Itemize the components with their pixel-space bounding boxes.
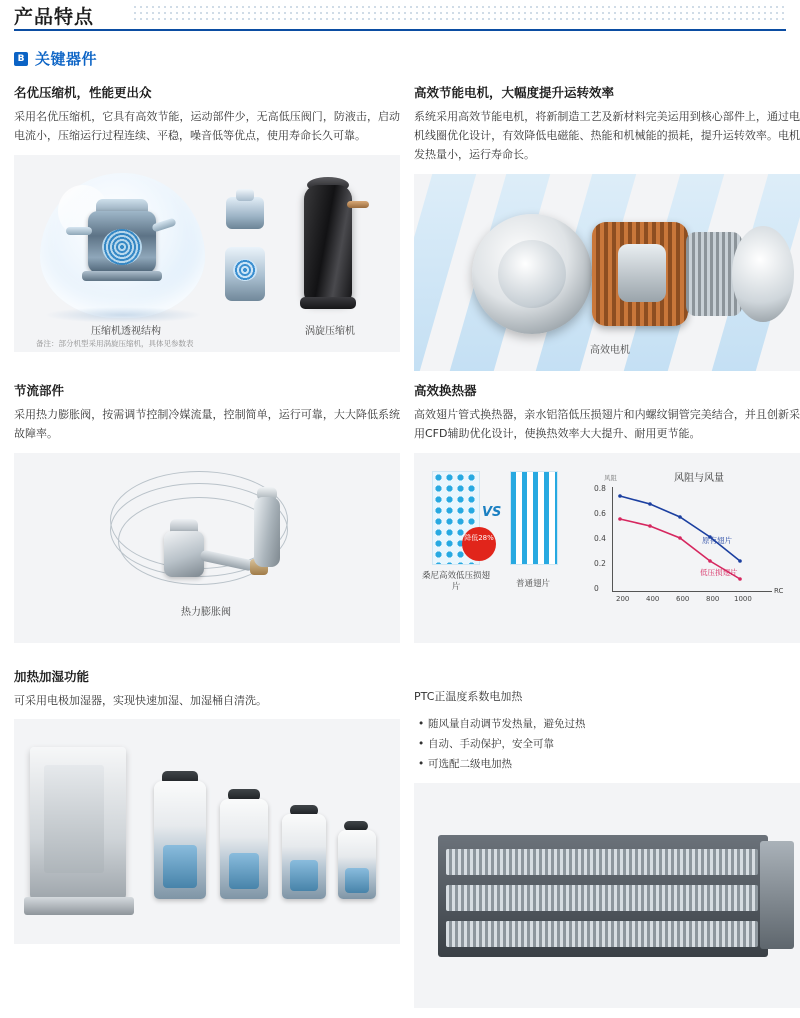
valve-body	[164, 531, 204, 577]
throttle-body: 采用热力膨胀阀，按需调节控制冷媒流量，控制简单，运行可靠，大大降低系统故障率。	[14, 407, 400, 440]
chart-ytick-1: 0.2	[594, 558, 606, 568]
chart-xtick-3: 800	[706, 594, 720, 603]
exchanger-title: 高效换热器	[414, 382, 477, 398]
humidifier-tank-2	[220, 799, 268, 899]
ptc-figure	[414, 783, 800, 1008]
chart-ytick-3: 0.6	[594, 508, 606, 518]
block-exchanger	[414, 381, 800, 643]
chart-ytick-4: 0.8	[594, 483, 606, 493]
valve-tube	[254, 497, 280, 567]
throttle-title: 节流部件	[14, 382, 65, 398]
compressor-body: 采用名优压缩机，它具有高效节能，运动部件少，无高低压阀门，防液击，启动电流小，压缩运行过程连续、平稳，噪音低等优点，使用寿命长久可靠。	[14, 110, 400, 142]
section-heading	[14, 48, 786, 69]
block-humidifier	[14, 653, 400, 1008]
wind-resistance-chart	[584, 467, 790, 623]
chart-title: 风阻与风量	[674, 472, 724, 484]
humidifier-title: 加热加湿功能	[14, 668, 90, 684]
ptc-heater-row-3	[446, 921, 758, 947]
page-header	[14, 2, 786, 36]
exchanger-figure	[414, 453, 800, 643]
humidifier-cabinet-base	[24, 897, 134, 915]
throttle-figure	[14, 453, 400, 643]
section-title: 关键器件	[35, 50, 98, 68]
chart-xlabel: RC	[774, 586, 784, 595]
humidifier-cabinet	[30, 747, 126, 899]
document-page	[0, 2, 800, 983]
compressor-note: 备注：部分机型采用涡旋压缩机，具体见参数表	[36, 338, 194, 348]
chart-series-svg	[584, 467, 790, 623]
dome-shadow	[44, 307, 202, 323]
block-throttle	[14, 381, 400, 643]
motor-caption: 高效电机	[590, 344, 630, 356]
throttle-caption: 热力膨胀阀	[181, 606, 231, 618]
exchanger-label-left: 桑尼高效低压损翅片	[422, 570, 491, 592]
list-item: • 可选配二级电加热	[418, 754, 800, 774]
ptc-heater-row-1	[446, 849, 758, 875]
content-grid	[14, 83, 800, 1018]
exchanger-body: 高效翅片管式换热器，亲水铝箔低压损翅片和内螺纹铜管完美结合，并且创新采用CFD辅助优化设计，使换热效率大大提升、耐用更节能。	[414, 407, 800, 440]
motor-figure	[414, 174, 800, 371]
compressor-part-lower	[225, 247, 265, 301]
series-original-markers	[618, 494, 742, 563]
compressor-figure	[14, 155, 400, 352]
block-ptc	[414, 653, 800, 1008]
chart-xtick-2: 600	[676, 594, 690, 603]
reduction-badge: 降低28%	[462, 527, 496, 561]
ptc-heater-frame	[438, 835, 768, 957]
humidifier-figure	[14, 719, 400, 944]
vs-label: VS	[482, 504, 502, 520]
compressor-title: 名优压缩机，性能更出众	[14, 85, 152, 100]
ptc-heater-row-2	[446, 885, 758, 911]
compressor-caption-right: 涡旋压缩机	[305, 325, 355, 337]
motor-body: 系统采用高效节能电机，将新制造工艺及新材料完美运用到核心部件上，通过电机线圈优化设计，有效降低电磁能、热能和机械能的损耗，提升运转效率。电机发热量小，运行寿命长。	[414, 110, 800, 161]
series-label-original: 原有翅片	[702, 535, 732, 545]
chart-ytick-0: 0	[594, 583, 599, 593]
block-motor	[414, 83, 800, 371]
chart-ytick-2: 0.4	[594, 533, 606, 543]
fin-panel-standard	[510, 471, 558, 565]
compressor-base	[82, 271, 162, 281]
header-rule	[14, 29, 786, 31]
scroll-compressor-foot	[300, 297, 356, 309]
motor-stator-winding	[592, 222, 688, 326]
section-badge: B	[14, 52, 28, 66]
motor-end-cover	[732, 226, 794, 322]
humidifier-body: 可采用电极加湿器，实现快速加湿、加湿桶自清洗。	[14, 693, 267, 707]
page-title: 产品特点	[14, 6, 95, 28]
ptc-feature-list	[414, 714, 800, 775]
header-dot-pattern	[132, 4, 786, 22]
scroll-compressor-pipe	[347, 201, 369, 208]
list-item: • 随风量自动调节发热量，避免过热	[418, 714, 800, 734]
compressor-coil	[102, 229, 142, 265]
scroll-compressor-body	[304, 185, 352, 303]
humidifier-tank-3	[282, 814, 326, 899]
ptc-terminal-block	[760, 841, 794, 949]
exchanger-label-right: 普通翅片	[515, 578, 550, 589]
chart-ylabel: 风阻	[604, 473, 617, 482]
chart-xtick-4: 1000	[734, 594, 752, 603]
humidifier-tank-4	[338, 830, 376, 899]
ptc-title: PTC正温度系数电加热	[414, 689, 523, 703]
motor-title: 高效节能电机，大幅度提升运转效率	[414, 85, 615, 100]
motor-housing	[472, 214, 592, 334]
series-label-low-loss: 低压损翅片	[700, 567, 738, 577]
humidifier-tank-1	[154, 781, 206, 899]
chart-xtick-1: 400	[646, 594, 660, 603]
chart-xtick-0: 200	[616, 594, 630, 603]
compressor-caption-left: 压缩机透视结构	[91, 325, 161, 337]
list-item: • 自动、手动保护，安全可靠	[418, 734, 800, 754]
compressor-part-upper	[226, 197, 264, 229]
block-compressor	[14, 83, 400, 371]
series-original-fin	[620, 496, 740, 561]
compressor-pipe-left	[66, 227, 92, 235]
